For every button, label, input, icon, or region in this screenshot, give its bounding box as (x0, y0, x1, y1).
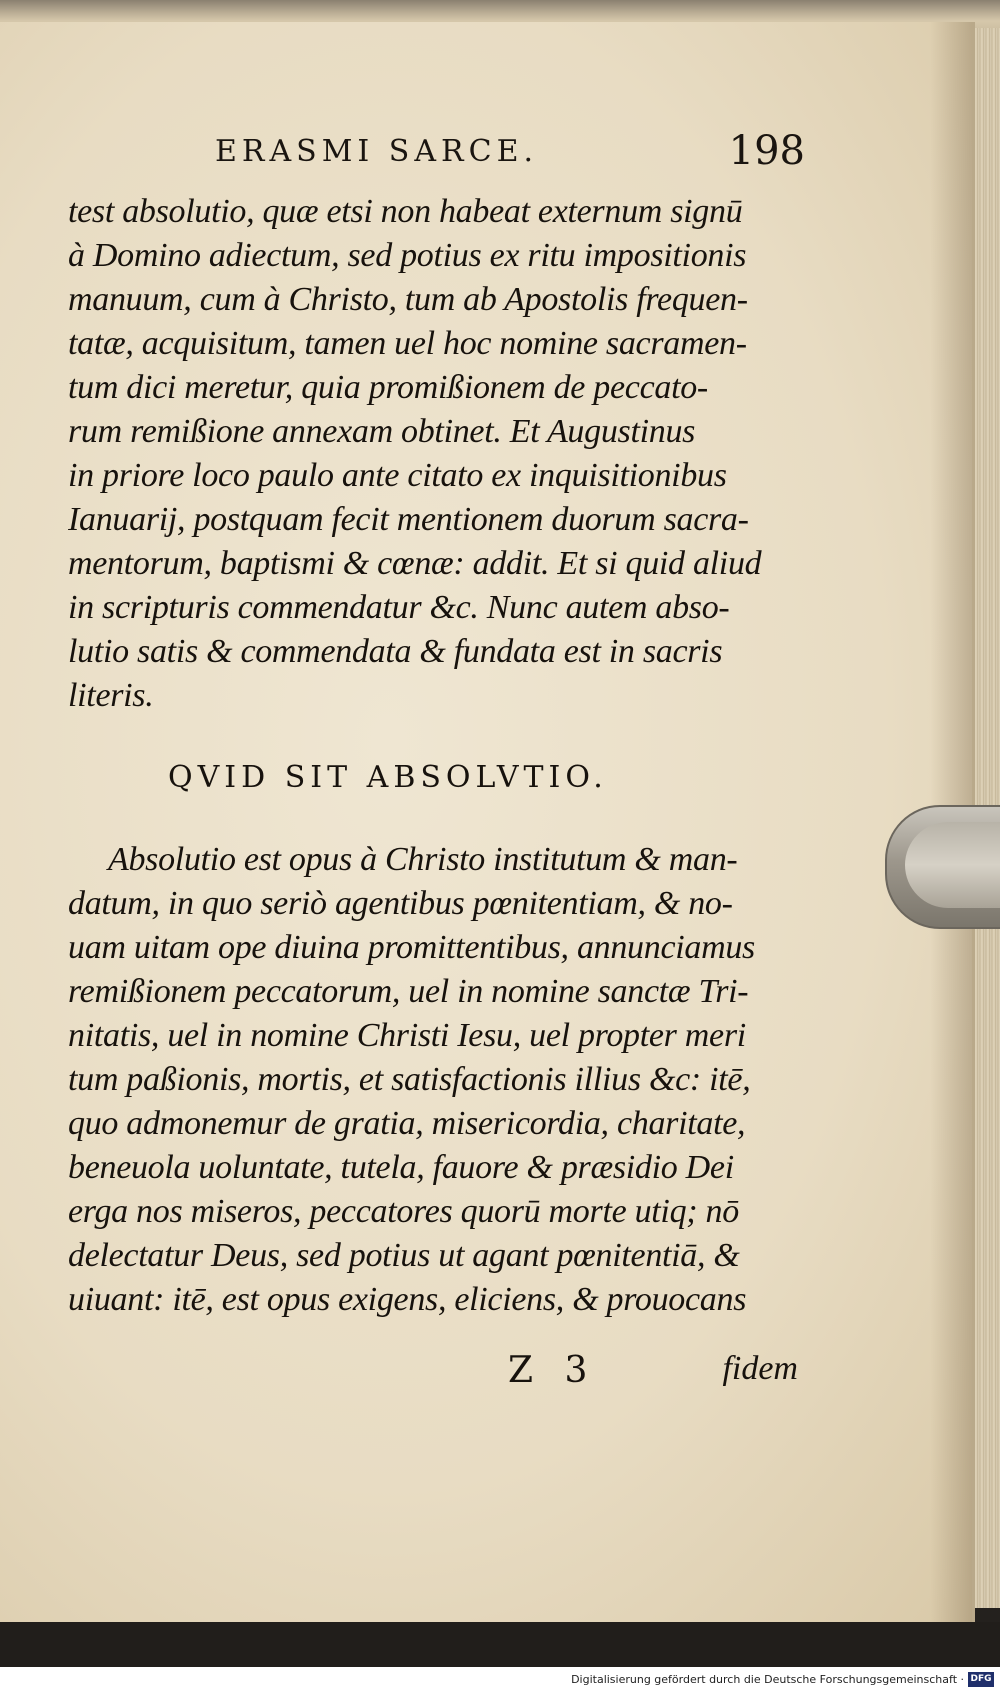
paragraph-2 (68, 838, 798, 1322)
folio-number: 198 (728, 128, 805, 174)
text-line: uiuant: itē, est opus exigens, eliciens, & prouocans (68, 1281, 747, 1318)
text-line: beneuola uoluntate, tutela, fauore & præsidio Dei (68, 1149, 734, 1186)
text-line: à Domino adiectum, sed potius ex ritu impositionis (68, 237, 747, 274)
text-line: uam uitam ope diuina promittentibus, annunciamus (68, 929, 755, 966)
text-line: in priore loco paulo ante citato ex inquisitionibus (68, 457, 727, 494)
text-line: in scripturis commendatur &c. Nunc autem abso- (68, 589, 730, 626)
text-line: Ianuarij, postquam fecit mentionem duorum sacra- (68, 501, 749, 538)
paragraph-1 (68, 190, 798, 718)
text-line: quo admonemur de gratia, misericordia, charitate, (68, 1105, 746, 1142)
text-line: test absolutio, quæ etsi non habeat externum signū (68, 193, 743, 230)
section-heading: QVID SIT ABSOLVTIO. (168, 760, 608, 795)
page-clip-inner (905, 822, 1000, 908)
text-line: Absolutio est opus à Christo institutum & man- (108, 841, 738, 878)
text-line: datum, in quo seriò agentibus pœnitentiam, & no- (68, 885, 733, 922)
scan-bottom-band (0, 1622, 1000, 1667)
text-line: rum remißione annexam obtinet. Et Augustinus (68, 413, 696, 450)
text-line: delectatur Deus, sed potius ut agant pœnitentiā, & (68, 1237, 740, 1274)
text-line: lutio satis & commendata & fundata est in sacris (68, 633, 723, 670)
text-line: manuum, cum à Christo, tum ab Apostolis frequen- (68, 281, 748, 318)
text-line: tum dici meretur, quia promißionem de peccato- (68, 369, 708, 406)
text-line: remißionem peccatorum, uel in nomine sanctæ Tri- (68, 973, 749, 1010)
digitization-footer (0, 1667, 1000, 1693)
text-line: erga nos miseros, peccatores quorū morte utiq; nō (68, 1193, 739, 1230)
text-line: nitatis, uel in nomine Christi Iesu, uel propter meri (68, 1017, 746, 1054)
dfg-logo-icon: DFG (968, 1672, 994, 1687)
signature-mark: Z 3 (508, 1350, 598, 1391)
page-header (215, 128, 805, 178)
text-line: tatæ, acquisitum, tamen uel hoc nomine sacramen- (68, 325, 747, 362)
catchword: fidem (722, 1350, 798, 1387)
page-direction-line (68, 1350, 798, 1400)
footer-credit: Digitalisierung gefördert durch die Deutsche Forschungsgemeinschaft · (571, 1673, 964, 1686)
text-line: mentorum, baptismi & cœnæ: addit. Et si quid aliud (68, 545, 762, 582)
running-head: ERASMI SARCE. (215, 134, 539, 169)
text-line: literis. (68, 677, 154, 714)
text-line: tum paßionis, mortis, et satisfactionis illius &c: itē, (68, 1061, 751, 1098)
